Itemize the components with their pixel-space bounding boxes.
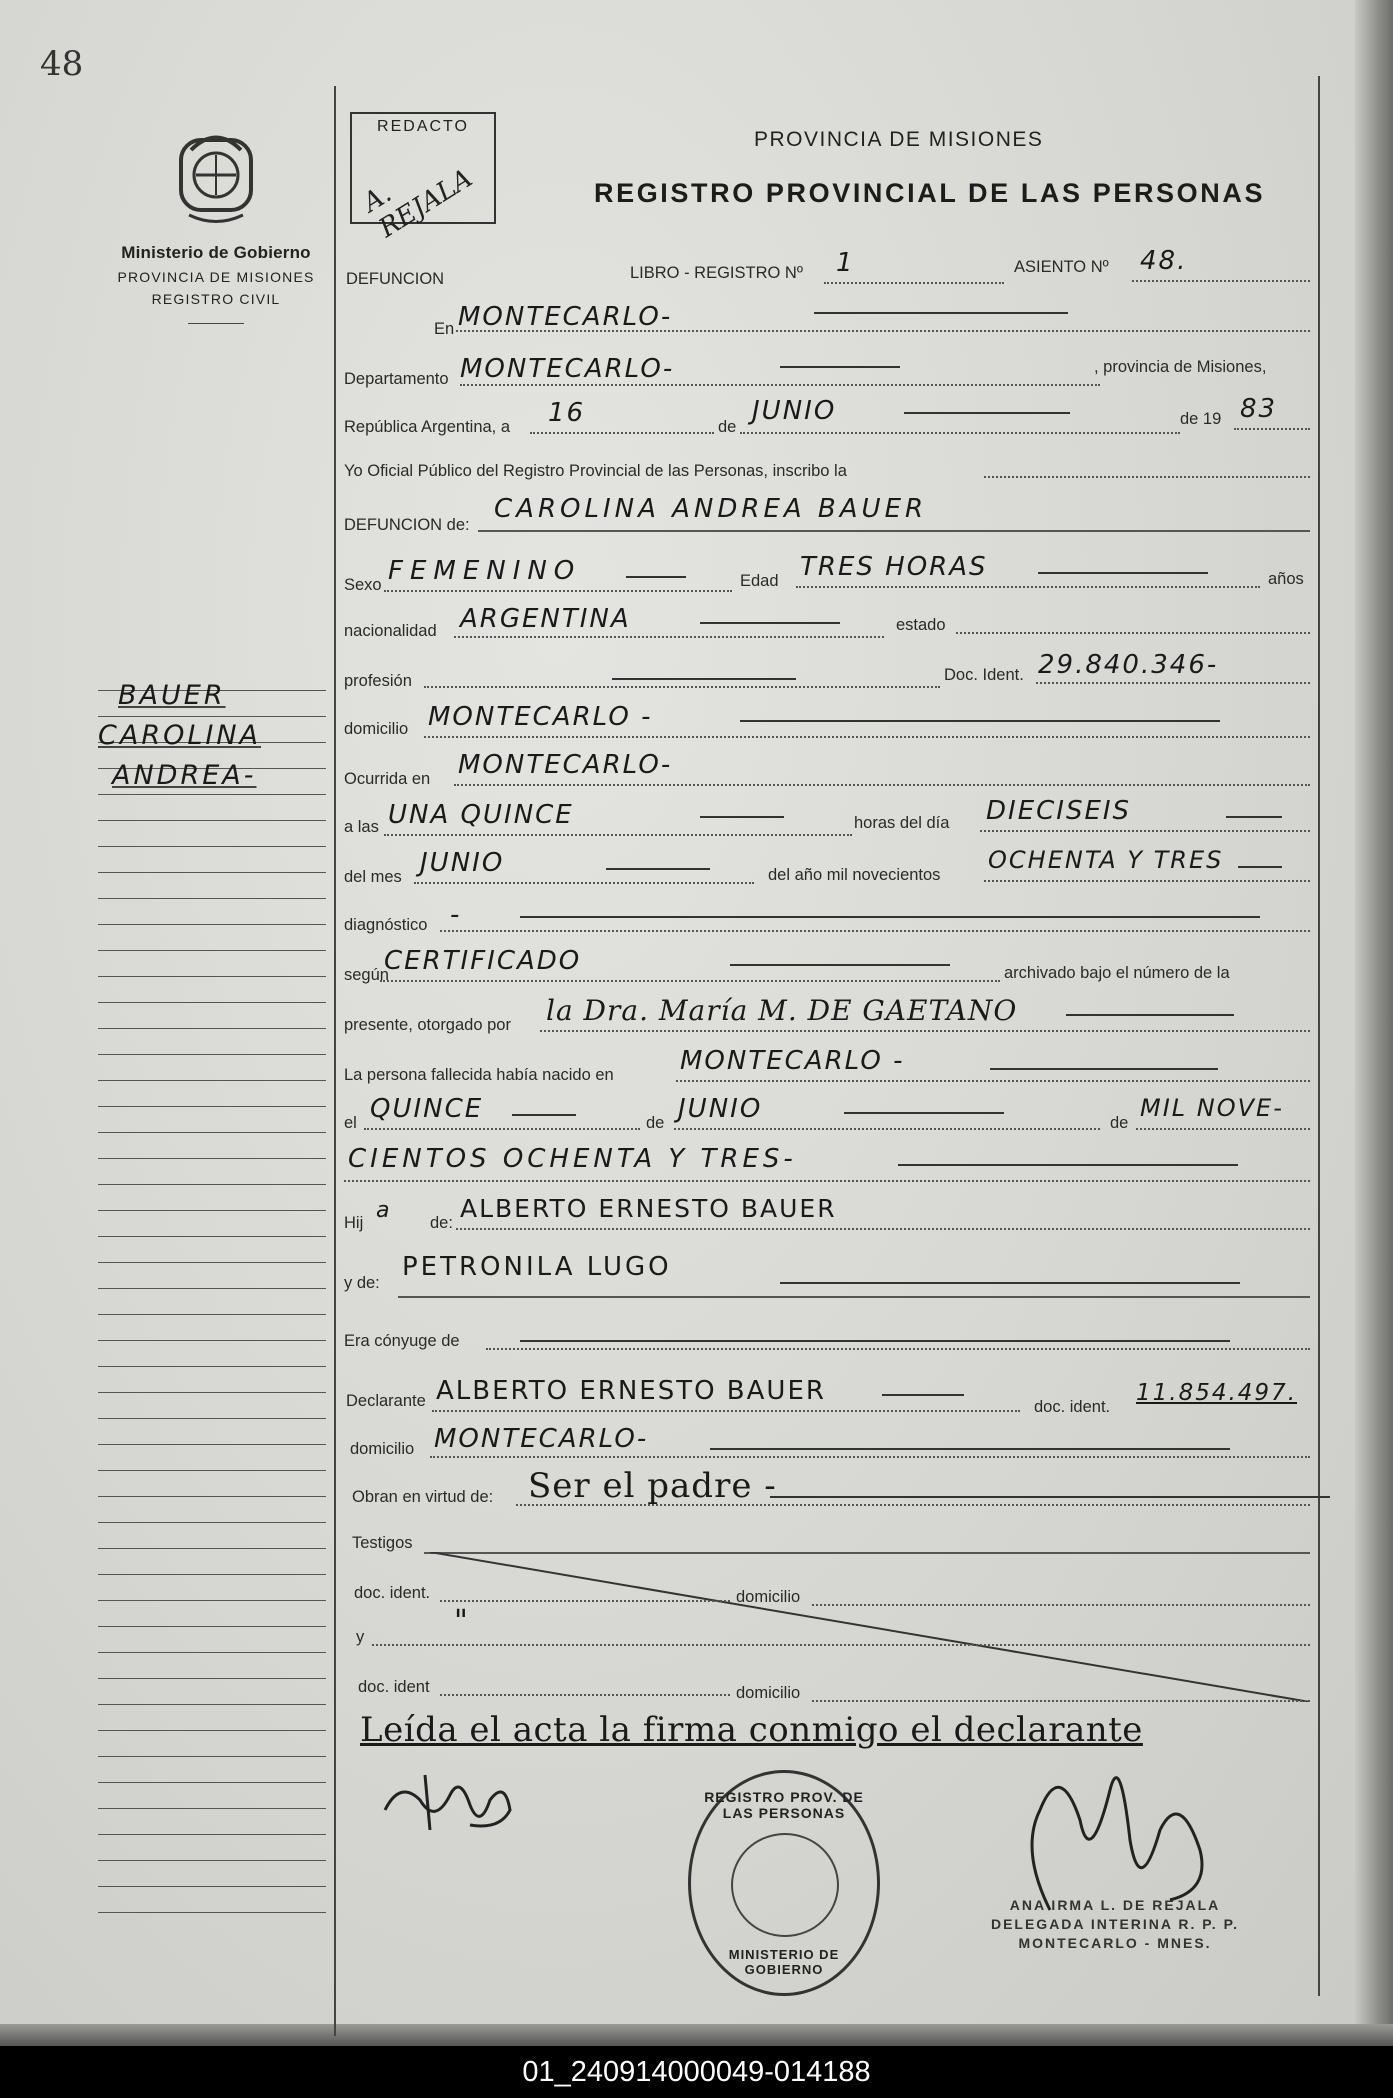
ministry-office: REGISTRO CIVIL (151, 291, 281, 307)
redacto-box (350, 112, 496, 244)
hora-line (384, 834, 852, 836)
ministry-name: Ministerio de Gobierno (121, 243, 311, 262)
sexo-dash (626, 576, 686, 578)
margin-rule-line (98, 1080, 326, 1081)
mes-line (414, 882, 754, 884)
deceased-line (478, 530, 1310, 532)
domicilio-dash (740, 720, 1220, 722)
margin-rule-line (98, 1470, 326, 1471)
nacionalidad-dash (700, 622, 840, 624)
de-label: de (718, 418, 737, 436)
republica-label: República Argentina, a (344, 418, 511, 436)
right-margin-rule (1318, 76, 1320, 1996)
el-label: el (344, 1114, 357, 1132)
provincia-suffix: , provincia de Misiones, (1094, 358, 1267, 376)
ministry-province: PROVINCIA DE MISIONES (117, 269, 315, 285)
margin-rule-line (98, 1782, 326, 1783)
doc-ident3-line (440, 1600, 730, 1602)
margin-rule-line (98, 1626, 326, 1627)
margin-rule-line (98, 820, 326, 821)
mes-dash (606, 868, 710, 870)
edad-label: Edad (740, 572, 779, 590)
redacto-signature: A. REJALA (357, 163, 478, 244)
officer-stamp (970, 1896, 1260, 1953)
page-number: 48 (40, 44, 84, 84)
leida-text: Leída el acta la firma conmigo el declarante (360, 1710, 1143, 1750)
nacido-dash (990, 1068, 1218, 1070)
domicilio-line (424, 736, 1310, 738)
doc-ident-label: Doc. Ident. (944, 666, 1024, 684)
obran-value: Ser el padre - (528, 1466, 777, 1506)
margin-rule-line (98, 950, 326, 951)
y-line (372, 1644, 1310, 1646)
nacido-line (676, 1080, 1310, 1082)
domicilio2-dash (710, 1448, 1230, 1450)
ocurrida-label: Ocurrida en (344, 770, 431, 788)
margin-rule-line (98, 1158, 326, 1159)
registry-round-stamp (688, 1770, 880, 1996)
profesion-line (424, 686, 940, 688)
segun-value: CERTIFICADO (384, 946, 582, 976)
sexo-label: Sexo (344, 576, 382, 594)
margin-rule-line (98, 1210, 326, 1211)
margin-given-name-1: CAROLINA (98, 720, 262, 751)
birth-year-2-dash (898, 1164, 1238, 1166)
margin-rule-line (98, 1496, 326, 1497)
declarant-signature-icon (380, 1770, 520, 1840)
margin-rule-line (98, 1652, 326, 1653)
ministry-block (96, 120, 336, 324)
domicilio2-line (430, 1456, 1310, 1458)
domicilio-value: MONTECARLO - (428, 702, 653, 732)
margin-rule-line (98, 1132, 326, 1133)
officer-title: DELEGADA INTERINA R. P. P. (990, 1916, 1240, 1932)
diagnostico-dash (520, 916, 1260, 918)
declarante-dash (882, 1394, 964, 1396)
defuncion-de-label: DEFUNCION de: (344, 516, 470, 534)
en-line (456, 330, 1310, 332)
asiento-line (1132, 280, 1310, 282)
stamp-top-text: REGISTRO PROV. DE LAS PERSONAS (704, 1789, 864, 1821)
en-value: MONTECARLO- (458, 302, 673, 332)
birth-de: de (646, 1114, 665, 1132)
diagnostico-value: - (450, 900, 462, 930)
header-province: PROVINCIA DE MISIONES (754, 128, 1044, 151)
testigos-label: Testigos (352, 1534, 413, 1552)
margin-rule-line (98, 1236, 326, 1237)
presente-value: la Dra. María M. DE GAETANO (546, 994, 1018, 1027)
departamento-label: Departamento (344, 370, 449, 388)
margin-rule-line (98, 846, 326, 847)
oficial-text: Yo Oficial Público del Registro Provincial de las Personas, inscribo la (344, 462, 847, 480)
dia-value: DIECISEIS (986, 796, 1132, 826)
departamento-dash (780, 366, 900, 368)
year-line (1234, 428, 1310, 430)
asiento-value: 48. (1140, 246, 1188, 276)
declarante-line (432, 1410, 1020, 1412)
margin-rule-line (98, 1834, 326, 1835)
margin-surname: BAUER (118, 680, 226, 711)
margin-rule-line (98, 1574, 326, 1575)
nacionalidad-label: nacionalidad (344, 622, 437, 640)
margin-rule-line (98, 1418, 326, 1419)
obran-label: Obran en virtud de: (352, 1488, 494, 1506)
nacionalidad-line (454, 636, 884, 638)
diagnostico-line (440, 930, 1310, 932)
margin-given-name-2: ANDREA- (112, 760, 257, 791)
stamp-seal-icon (731, 1833, 839, 1937)
domicilio4-label: domicilio (736, 1684, 801, 1702)
deceased-name: CAROLINA ANDREA BAUER (494, 494, 928, 524)
ministry-rule (188, 323, 244, 324)
horas-label: horas del día (854, 814, 950, 832)
libro-value: 1 (836, 248, 855, 278)
declarante-value: ALBERTO ERNESTO BAUER (436, 1376, 826, 1406)
margin-rule-line (98, 1002, 326, 1003)
del-mes-label: del mes (344, 868, 402, 886)
hijo-label: Hij (344, 1214, 364, 1232)
margin-rule-line (98, 1730, 326, 1731)
margin-rule-line (98, 1340, 326, 1341)
domicilio2-value: MONTECARLO- (434, 1424, 649, 1454)
libro-line (824, 282, 1004, 284)
margin-rule-line (98, 1678, 326, 1679)
ocurrida-value: MONTECARLO- (458, 750, 673, 780)
birth-month-dash (844, 1112, 1004, 1114)
hora-value: UNA QUINCE (388, 800, 574, 830)
birth-year-2-line (344, 1180, 1310, 1182)
asiento-label: ASIENTO Nº (1014, 258, 1109, 276)
domicilio4-line (812, 1700, 1310, 1702)
anos-label: años (1268, 570, 1304, 588)
doc-ident3-label: doc. ident. (354, 1584, 431, 1602)
libro-label: LIBRO - REGISTRO Nº (630, 264, 803, 282)
doc-ident4-line (440, 1694, 730, 1696)
birth-day-dash (512, 1114, 576, 1116)
doc-ident2-value: 11.854.497. (1136, 1380, 1297, 1406)
doc-ident4-label: doc. ident (358, 1678, 430, 1696)
profesion-dash (612, 678, 796, 680)
margin-rule-line (98, 1600, 326, 1601)
margin-rule-line (98, 1028, 326, 1029)
margin-rule-line (98, 1106, 326, 1107)
profesion-label: profesión (344, 672, 412, 690)
segun-dash (730, 964, 950, 966)
margin-rule-line (98, 898, 326, 899)
officer-signature-icon (1010, 1750, 1240, 1920)
birth-day-line (364, 1128, 640, 1130)
doc-ident2-label: doc. ident. (1034, 1398, 1111, 1416)
header-registry: REGISTRO PROVINCIAL DE LAS PERSONAS (594, 178, 1266, 208)
margin-rule-line (98, 924, 326, 925)
ano-line (984, 880, 1310, 882)
margin-rule-line (98, 1808, 326, 1809)
margin-rule-line (98, 1288, 326, 1289)
estado-line (956, 632, 1310, 634)
ano-value: OCHENTA Y TRES (988, 846, 1224, 874)
margin-rule-line (98, 794, 326, 795)
birth-de2: de (1110, 1114, 1129, 1132)
mother-name: PETRONILA LUGO (402, 1252, 672, 1282)
margin-rule-line (98, 1392, 326, 1393)
margin-rule-line (98, 1184, 326, 1185)
doc-ident-line (1036, 682, 1310, 684)
ano-dash (1238, 866, 1282, 868)
margin-rule-line (98, 1912, 326, 1913)
nacido-label: La persona fallecida había nacido en (344, 1066, 614, 1084)
redacto-label: REDACTO (377, 118, 469, 135)
nacido-value: MONTECARLO - (680, 1046, 905, 1076)
birth-year-2: CIENTOS OCHENTA Y TRES- (348, 1144, 797, 1174)
birth-day: QUINCE (370, 1094, 484, 1124)
dia-dash (1226, 816, 1282, 818)
margin-rule-line (98, 1860, 326, 1861)
officer-name: ANA IRMA L. DE REJALA (1009, 1897, 1221, 1913)
margin-rule-line (98, 1054, 326, 1055)
margin-rule-line (98, 1522, 326, 1523)
margin-rule-line (98, 1704, 326, 1705)
stamp-bottom-text: MINISTERIO DE GOBIERNO (728, 1947, 840, 1977)
archivado-label: archivado bajo el número de la (1004, 964, 1230, 982)
conyuge-line (486, 1348, 1310, 1350)
del-ano-label: del año mil novecientos (768, 866, 941, 884)
nacionalidad-value: ARGENTINA (460, 604, 631, 634)
y-label: y (356, 1628, 365, 1646)
page-bottom-shadow (0, 2024, 1393, 2046)
conyuge-label: Era cónyuge de (344, 1332, 460, 1350)
obran-line (516, 1504, 1310, 1506)
margin-rule-line (98, 1444, 326, 1445)
margin-rule-line (98, 716, 326, 717)
declarante-label: Declarante (346, 1392, 426, 1410)
presente-label: presente, otorgado por (344, 1016, 511, 1034)
ocurrida-line (454, 784, 1310, 786)
ditto-mark: " (454, 1604, 470, 1639)
edad-dash (1038, 572, 1208, 574)
day-line (530, 432, 714, 434)
dia-line (980, 830, 1310, 832)
margin-rule-line (98, 1548, 326, 1549)
year-prefix: de 19 (1180, 410, 1222, 428)
mes-value: JUNIO (420, 848, 505, 878)
presente-line (540, 1030, 1310, 1032)
sexo-value: FEMENINO (388, 556, 582, 586)
presente-dash (1066, 1014, 1234, 1016)
y-de-label: y de: (344, 1274, 380, 1292)
margin-rule-line (98, 1886, 326, 1887)
month-dash (904, 412, 1070, 414)
year-value: 83 (1240, 394, 1278, 424)
estado-label: estado (896, 616, 946, 634)
hijo-suffix: a (376, 1198, 392, 1223)
departamento-value: MONTECARLO- (460, 354, 675, 384)
a-las-label: a las (344, 818, 379, 836)
obran-dash (770, 1496, 1330, 1498)
day-value: 16 (548, 398, 586, 428)
en-dash (814, 312, 1068, 314)
book-spine-shadow (1355, 0, 1393, 2046)
provincial-seal-icon (171, 120, 261, 230)
birth-month-line (674, 1128, 1100, 1130)
conyuge-dash (520, 1340, 1230, 1342)
oficial-line (984, 476, 1310, 478)
testigos-cross-icon (430, 1552, 1310, 1702)
domicilio3-line (812, 1604, 1310, 1606)
margin-rule-line (98, 976, 326, 977)
margin-rule-line (98, 1262, 326, 1263)
mother-line (398, 1296, 1310, 1298)
segun-line (380, 980, 1000, 982)
image-caption: 01_240914000049-014188 (0, 2046, 1393, 2098)
left-margin-rule (334, 86, 336, 2036)
segun-label: según (344, 966, 389, 984)
doc-ident-value: 29.840.346- (1038, 650, 1219, 680)
birth-year-1-line (1136, 1128, 1310, 1130)
diagnostico-label: diagnóstico (344, 916, 428, 934)
father-name: ALBERTO ERNESTO BAUER (460, 1194, 837, 1223)
domicilio-label: domicilio (344, 720, 409, 738)
birth-month: JUNIO (678, 1094, 763, 1124)
margin-rule-line (98, 1756, 326, 1757)
hora-dash (700, 816, 784, 818)
record-type: DEFUNCION (346, 270, 445, 288)
birth-year-1: MIL NOVE- (1140, 1094, 1284, 1122)
margin-rule-line (98, 872, 326, 873)
sexo-line (384, 590, 732, 592)
mother-dash (780, 1282, 1240, 1284)
month-line (740, 432, 1180, 434)
domicilio3-label: domicilio (736, 1588, 801, 1606)
month-value: JUNIO (752, 396, 837, 426)
officer-place: MONTECARLO - MNES. (1018, 1935, 1212, 1951)
en-label: En (434, 320, 455, 338)
father-line (456, 1228, 1310, 1230)
hijo-de: de: (430, 1214, 453, 1232)
departamento-line (460, 384, 1100, 386)
edad-value: TRES HORAS (800, 552, 988, 582)
domicilio2-label: domicilio (350, 1440, 415, 1458)
margin-rule-line (98, 1314, 326, 1315)
margin-rule-line (98, 1366, 326, 1367)
edad-line (796, 586, 1260, 588)
